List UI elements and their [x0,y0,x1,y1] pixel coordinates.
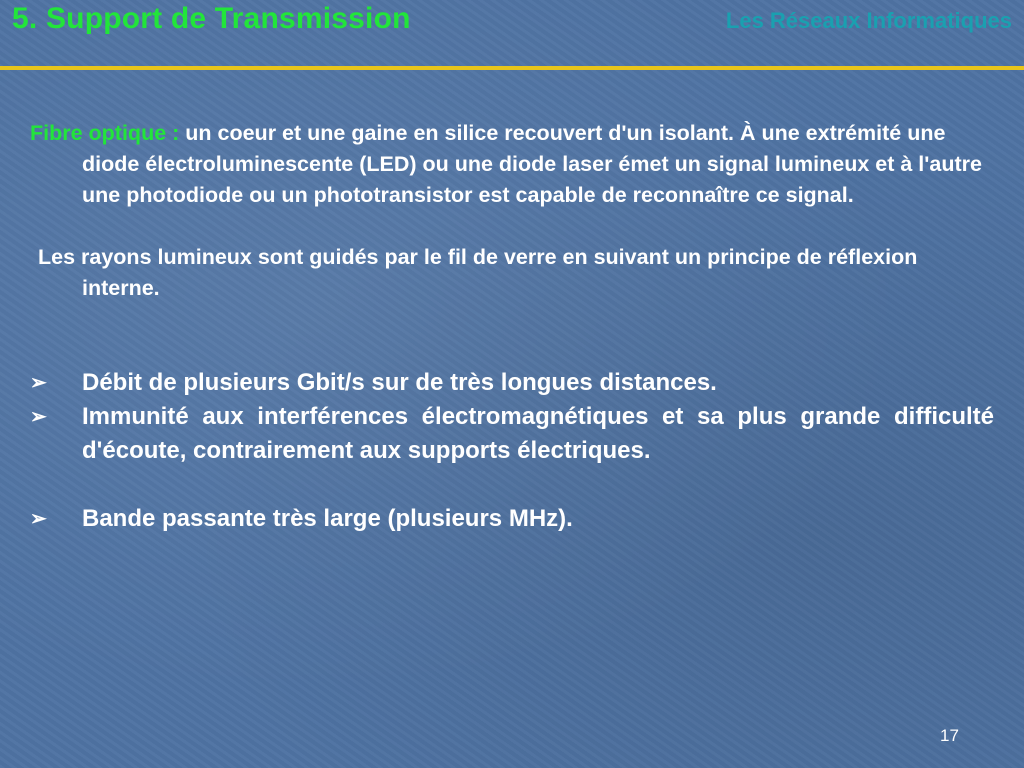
intro-paragraph [30,118,994,211]
list-item [30,400,994,468]
header-course-title: Les Réseaux Informatiques [725,8,1012,33]
spacer [30,468,994,502]
page-number: 17 [940,726,959,745]
slide-content [30,118,994,536]
list-item [30,366,994,400]
spacer [30,304,994,366]
list-item-text: Débit de plusieurs Gbit/s sur de très longues distances. [82,369,717,396]
arrowhead-bullet-icon: ➢ [30,406,47,428]
title-divider [0,66,1024,70]
term-label: Fibre optique : [30,121,180,145]
list-item-text: Bande passante très large (plusieurs MHz). [82,505,573,532]
arrowhead-bullet-icon: ➢ [30,508,47,530]
arrowhead-bullet-icon: ➢ [30,372,47,394]
intro-text: un coeur et une gaine en silice recouvert d'un isolant. À une extrémité une diode électroluminescente (LED) ou une diode laser émet un signal lumineux et à l'autre une photodiode ou un phototransistor est capable de reconnaître ce signal. [82,121,982,207]
feature-list [30,366,994,536]
slide-title: 5. Support de Transmission [12,2,411,35]
list-item-text: Immunité aux interférences électromagnétiques et sa plus grande difficulté d'écoute, contrairement aux supports électriques. [82,403,994,464]
second-paragraph: Les rayons lumineux sont guidés par le fil de verre en suivant un principe de réflexion interne. [38,245,918,300]
list-item [30,502,994,536]
